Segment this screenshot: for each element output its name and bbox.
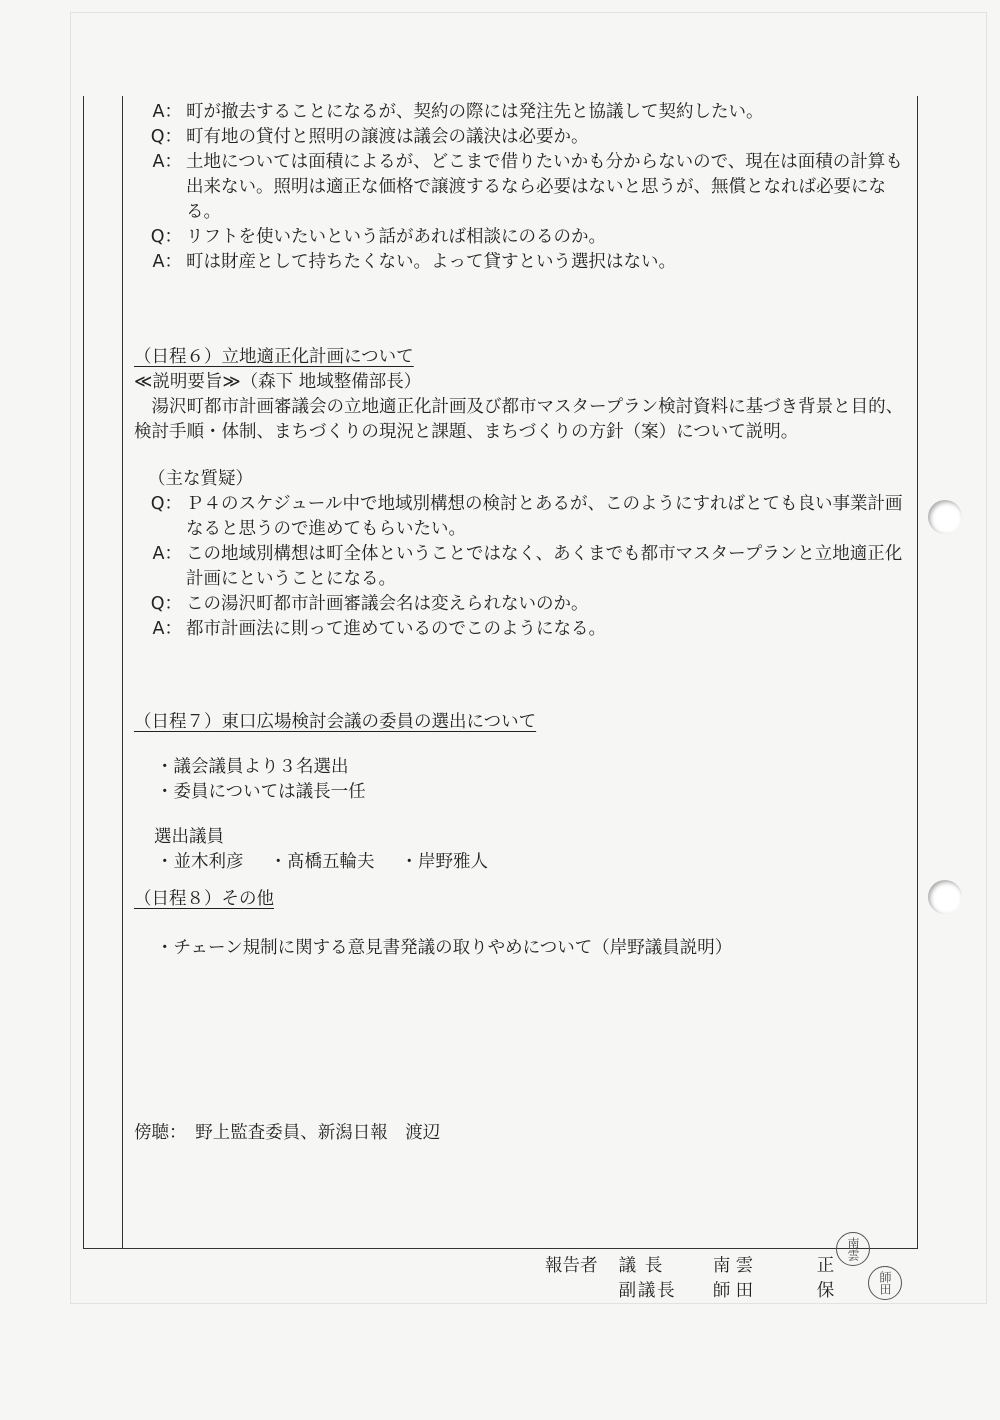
section8-heading: （日程８）その他 xyxy=(134,889,274,909)
signer-title: 議長 xyxy=(618,1256,672,1276)
qa-item xyxy=(134,592,909,617)
member-name: ・並木利彦 xyxy=(156,852,244,872)
qa-text: Ｐ４のスケジュール中で地域別構想の検討とあるが、このようにすればとても良い事業計画なると思うので進めてもらいたい。 xyxy=(186,494,903,539)
section6-explain-text: 湯沢町都市計画審議会の立地適正化計画及び都市マスタープラン検討資料に基づき背景と目的、検討手順・体制、まちづくりの現況と課題、まちづくりの方針（案）について説明。 xyxy=(134,397,904,442)
signature-block xyxy=(545,1254,845,1304)
selected-members xyxy=(134,850,909,875)
section8-bullet: ・チェーン規制に関する意見書発議の取りやめについて（岸野議員説明） xyxy=(156,938,733,958)
audience-line: 傍聴： 野上監査委員、新潟日報 渡辺 xyxy=(134,1123,441,1143)
qa-text: リフトを使いたいという話があれば相談にのるのか。 xyxy=(186,227,606,247)
signer-surname: 師田 xyxy=(712,1281,759,1301)
qa-item xyxy=(134,250,909,275)
qa-text: 土地については面積によるが、どこまで借りたいかも分からないので、現在は面積の計算も出来ない。照明は適正な価格で譲渡するなら必要はないと思うが、無償となれば必要になる。 xyxy=(186,152,903,222)
qa-text: 都市計画法に則って進めているのでこのようになる。 xyxy=(186,619,606,639)
section7-selected-label: 選出議員 xyxy=(154,827,224,847)
continued-qa-list xyxy=(134,100,909,275)
signer-title: 副議長 xyxy=(618,1281,677,1301)
section7-heading: （日程７）東口広場検討会議の委員の選出について xyxy=(134,712,537,732)
qa-mark: Q： xyxy=(150,494,182,514)
qa-item xyxy=(134,125,909,150)
qa-item xyxy=(134,150,909,225)
punch-hole-top xyxy=(928,500,962,534)
seal-stamp-chairman: 南雲 xyxy=(836,1232,870,1266)
signer-given-name: 正 xyxy=(816,1256,835,1276)
qa-mark: A： xyxy=(152,544,182,564)
section8-bullets xyxy=(134,936,909,961)
qa-item xyxy=(134,542,909,592)
qa-text: 町は財産として持ちたくない。よって貸すという選択はない。 xyxy=(186,252,676,272)
signer-given-name: 保 xyxy=(816,1281,835,1301)
qa-mark: Q： xyxy=(150,227,182,247)
section6-heading: （日程６）立地適正化計画について xyxy=(134,347,414,367)
member-name: ・岸野雅人 xyxy=(400,852,488,872)
seal-stamp-vice-chairman: 師田 xyxy=(868,1266,902,1300)
qa-item xyxy=(134,225,909,250)
qa-mark: A： xyxy=(152,619,182,639)
qa-mark: Q： xyxy=(150,127,182,147)
section6-qa-label: （主な質疑） xyxy=(148,469,253,489)
qa-item xyxy=(134,617,909,642)
qa-mark: A： xyxy=(152,102,182,122)
section7-bullet: ・委員については議長一任 xyxy=(156,782,366,802)
qa-text: 町が撤去することになるが、契約の際には発注先と協議して契約したい。 xyxy=(186,102,764,122)
signature-row xyxy=(545,1254,845,1279)
section6-explain-label: ≪説明要旨≫（森下 地域整備部長） xyxy=(134,372,422,392)
qa-mark: Q： xyxy=(150,594,182,614)
qa-mark: A： xyxy=(152,152,182,172)
section6-qa-list xyxy=(134,492,909,642)
qa-item xyxy=(134,100,909,125)
report-body xyxy=(134,100,909,1146)
signature-row xyxy=(545,1279,845,1304)
qa-mark: A： xyxy=(152,252,182,272)
qa-text: この湯沢町都市計画審議会名は変えられないのか。 xyxy=(186,594,589,614)
section7-bullets xyxy=(134,755,909,805)
frame-divider xyxy=(122,96,123,1248)
reporter-label: 報告者 xyxy=(545,1256,598,1276)
qa-text: 町有地の貸付と照明の譲渡は議会の議決は必要か。 xyxy=(186,127,589,147)
signer-surname: 南雲 xyxy=(712,1256,759,1276)
section7-bullet: ・議会議員より３名選出 xyxy=(156,757,349,777)
member-name: ・髙橋五輪夫 xyxy=(269,852,375,872)
punch-hole-bottom xyxy=(928,880,962,914)
qa-item xyxy=(134,492,909,542)
qa-text: この地域別構想は町全体ということではなく、あくまでも都市マスタープランと立地適正化計画にということになる。 xyxy=(186,544,903,589)
